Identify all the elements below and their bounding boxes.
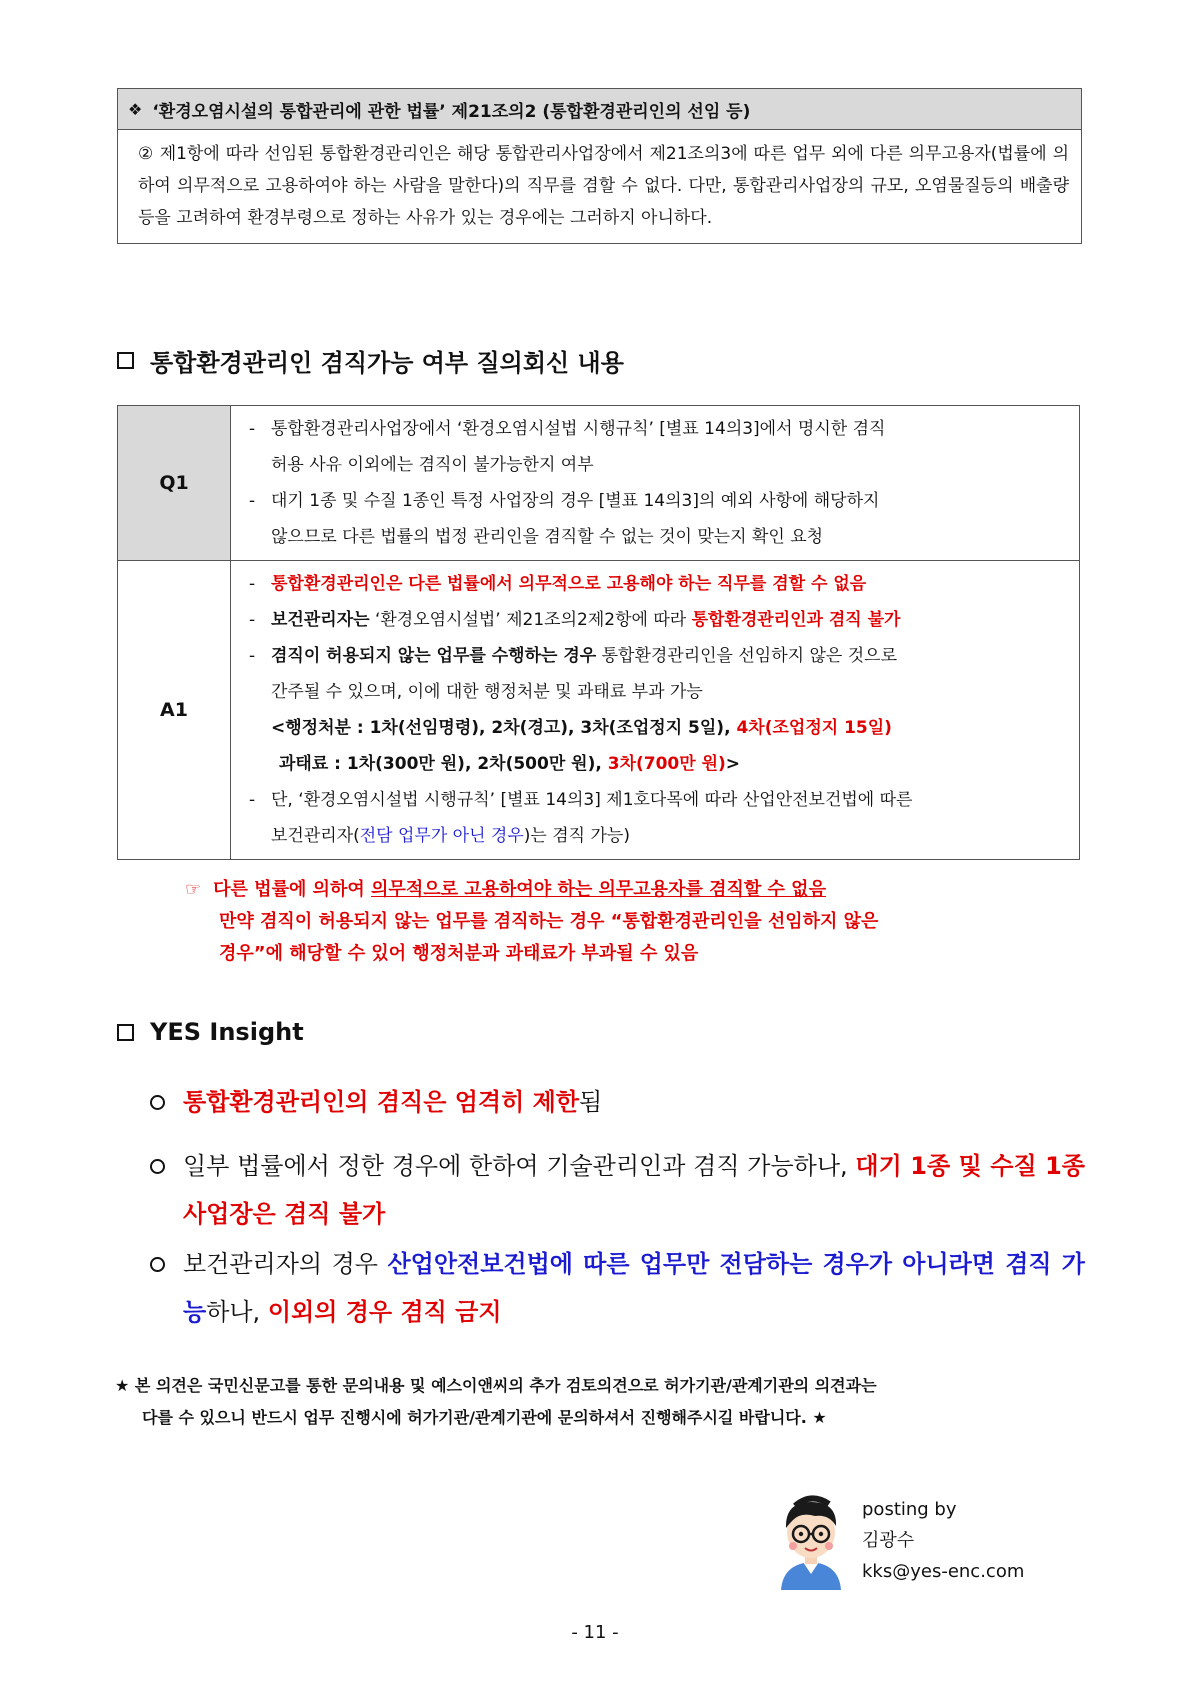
question-line: 허용 사유 이외에는 겸직이 불가능한지 여부 <box>271 455 594 475</box>
author-email: kks@yes-enc.com <box>862 1561 1025 1582</box>
law-excerpt-header <box>118 89 1081 130</box>
answer-content <box>231 561 1080 860</box>
question-line: 않으므로 다른 법률의 법정 관리인을 겸직할 수 없는 것이 맞는지 확인 요청 <box>271 527 824 547</box>
page-number: - 11 - <box>571 1622 619 1643</box>
posting-info <box>862 1494 1024 1587</box>
insight-bullet: 통합환경관리인의 겸직은 엄격히 제한됨 <box>150 1078 1085 1126</box>
question-row <box>118 406 1080 561</box>
posting-label: posting by <box>862 1499 957 1520</box>
answer-row <box>118 561 1080 860</box>
answer-line: 간주될 수 있으며, 이에 대한 행정처분 및 과태료 부과 가능 <box>271 682 703 702</box>
answer-line: - 단, ‘환경오염시설법 시행규칙’ [별표 14의3] 제1호다목에 따라 산업안전보건법에 따른 <box>249 790 913 810</box>
fine-line: 과태료 : 1차(300만 원), 2차(500만 원), 3차(700만 원)> <box>279 754 741 774</box>
question-line: - 대기 1종 및 수질 1종인 특정 사업장의 경우 [별표 14의3]의 예외 사항에 해당하지 <box>249 491 880 511</box>
diamond-icon: ❖ <box>128 99 143 119</box>
callout-line: 만약 겸직이 허용되지 않는 업무를 겸직하는 경우 “통합환경관리인을 선임하지 않은 <box>219 911 879 932</box>
question-content <box>231 406 1080 561</box>
law-excerpt-body: ② 제1항에 따라 선임된 통합환경관리인은 해당 통합관리사업장에서 제21조의3에 따른 업무 외에 다른 의무고용자(법률에 의하여 의무적으로 고용하여야 하는 사람을 말한다)의 직무를 겸할 수 없다. 다만, 통합관리사업장의 규모, 오염물질등의 배출량 등을 고려하여 환경부령으로 정하는 사유가 있는 경우에는 그러하지 아니하다. <box>138 144 1069 228</box>
checkbox-square-icon <box>117 1024 134 1041</box>
qa-table <box>117 405 1080 860</box>
circle-bullet-icon <box>150 1257 165 1272</box>
author-name: 김광수 <box>862 1530 915 1551</box>
question-line: - 통합환경관리사업장에서 ‘환경오염시설법 시행규칙’ [별표 14의3]에서 명시한 겸직 <box>249 419 886 439</box>
section-title-text: 통합환경관리인 겸직가능 여부 질의회신 내용 <box>150 349 624 377</box>
penalty-line: <행정처분 : 1차(선임명령), 2차(경고), 3차(조업정지 5일), 4차(조업정지 15일) <box>271 718 892 738</box>
disclaimer-line: ★ 본 의견은 국민신문고를 통한 문의내용 및 예스이앤씨의 추가 검토의견으로 허가기관/관계기관의 의견과는 <box>115 1376 877 1395</box>
disclaimer-notice <box>115 1370 1085 1434</box>
circle-bullet-icon <box>150 1159 165 1174</box>
callout-line: 경우”에 해당할 수 있어 행정처분과 과태료가 부과될 수 있음 <box>219 943 699 964</box>
circle-bullet-icon <box>150 1095 165 1110</box>
answer-label: A1 <box>118 561 231 860</box>
author-avatar <box>775 1490 847 1590</box>
answer-line: - 겸직이 허용되지 않는 업무를 수행하는 경우 통합환경관리인을 선임하지 않은 것으로 <box>249 646 897 666</box>
disclaimer-line: 다를 수 있으니 반드시 업무 진행시에 허가기관/관계기관에 문의하셔서 진행해주시길 바랍니다. ★ <box>142 1408 827 1427</box>
callout-note <box>185 874 1085 970</box>
law-excerpt-box <box>117 88 1082 244</box>
insight-bullet: 보건관리자의 경우 산업안전보건법에 따른 업무만 전담하는 경우가 아니라면 겸직 가능하나, 이외의 경우 겸직 금지 <box>150 1240 1085 1336</box>
callout-line: ☞ 다른 법률에 의하여 의무적으로 고용하여야 하는 의무고용자를 겸직할 수 없음 <box>185 879 826 900</box>
answer-line: - 보건관리자는 ‘환경오염시설법’ 제21조의2제2항에 따라 통합환경관리인과 겸직 불가 <box>249 610 901 630</box>
answer-line: - 통합환경관리인은 다른 법률에서 의무적으로 고용해야 하는 직무를 겸할 수 없음 <box>249 574 867 594</box>
insight-bullet: 일부 법률에서 정한 경우에 한하여 기술관리인과 겸직 가능하나, 대기 1종 및 수질 1종 사업장은 겸직 불가 <box>150 1142 1085 1238</box>
law-excerpt-title: ‘환경오염시설의 통합관리에 관한 법률’ 제21조의2 (통합환경관리인의 선임 등) <box>152 101 751 122</box>
pointing-hand-icon: ☞ <box>185 879 202 900</box>
question-label: Q1 <box>118 406 231 561</box>
section-title-insight <box>117 1018 304 1046</box>
section-title-text: YES Insight <box>150 1018 304 1046</box>
section-title-qa <box>117 343 624 378</box>
answer-line: 보건관리자(전담 업무가 아닌 경우)는 겸직 가능) <box>271 826 630 846</box>
checkbox-square-icon <box>117 352 134 369</box>
